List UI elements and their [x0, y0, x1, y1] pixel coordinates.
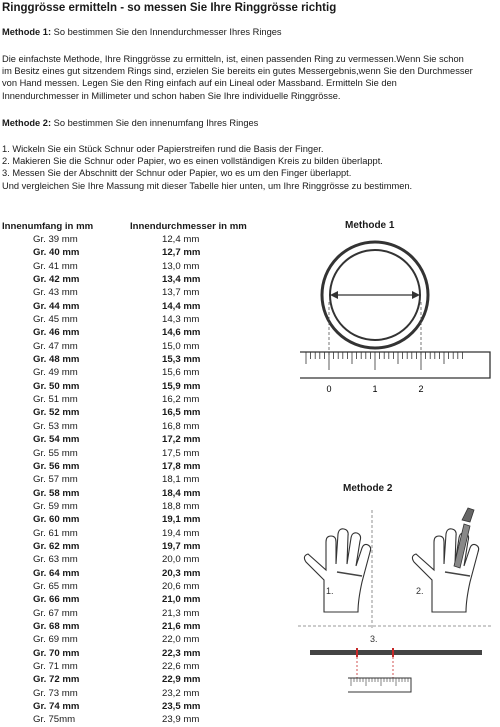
- table-row: [2, 687, 260, 700]
- method2-steps: [2, 143, 496, 192]
- header-innenumfang: Innenumfang in mm: [2, 221, 94, 232]
- table-row: [2, 406, 260, 419]
- step-label-1: 1.: [326, 586, 334, 596]
- cell-innenumfang: Gr. 65 mm: [33, 580, 78, 592]
- table-row: [2, 593, 260, 606]
- table-row: [2, 527, 260, 540]
- cell-innenumfang: Gr. 54 mm: [33, 434, 80, 446]
- cell-innenumfang: Gr. 60 mm: [33, 514, 80, 526]
- cell-innendurchmesser: 15,0 mm: [162, 340, 200, 352]
- table-row: [2, 607, 260, 620]
- table-row: [2, 633, 260, 646]
- cell-innendurchmesser: 20,0 mm: [162, 554, 200, 566]
- table-row: [2, 233, 260, 246]
- cell-innenumfang: Gr. 44 mm: [33, 300, 80, 312]
- table-body: [2, 233, 260, 727]
- small-ruler-ticks: [351, 678, 408, 686]
- cell-innenumfang: Gr. 51 mm: [33, 394, 78, 406]
- cell-innendurchmesser: 17,8 mm: [162, 460, 201, 472]
- cell-innenumfang: Gr. 59 mm: [33, 500, 78, 512]
- cell-innendurchmesser: 22,0 mm: [162, 634, 200, 646]
- cell-innendurchmesser: 17,2 mm: [162, 434, 201, 446]
- table-row: [2, 273, 260, 286]
- cell-innenumfang: Gr. 43 mm: [33, 287, 78, 299]
- marker-right: [392, 648, 394, 657]
- table-row: [2, 420, 260, 433]
- cell-innenumfang: Gr. 75mm: [33, 714, 76, 726]
- method1-heading: So bestimmen Sie den Innendurchmesser Ihres Ringes: [51, 27, 282, 37]
- table-row: [2, 340, 260, 353]
- table-row: [2, 393, 260, 406]
- method1-label: Methode 1:: [2, 27, 52, 37]
- cell-innendurchmesser: 15,9 mm: [162, 380, 201, 392]
- ruler-outline: [300, 352, 490, 378]
- cell-innenumfang: Gr. 68 mm: [33, 620, 80, 632]
- cell-innenumfang: Gr. 49 mm: [33, 367, 78, 379]
- cell-innenumfang: Gr. 70 mm: [33, 647, 80, 659]
- table-row: [2, 326, 260, 339]
- header-innendurchmesser: Innendurchmesser in mm: [130, 221, 247, 232]
- table-row: [2, 647, 260, 660]
- table-row: [2, 500, 260, 513]
- cell-innendurchmesser: 21,0 mm: [162, 594, 201, 606]
- table-row: [2, 300, 260, 313]
- cell-innendurchmesser: 23,9 mm: [162, 714, 200, 726]
- cell-innenumfang: Gr. 72 mm: [33, 674, 80, 686]
- cell-innendurchmesser: 15,6 mm: [162, 367, 200, 379]
- cell-innenumfang: Gr. 66 mm: [33, 594, 80, 606]
- cell-innendurchmesser: 14,6 mm: [162, 327, 201, 339]
- cell-innenumfang: Gr. 46 mm: [33, 327, 80, 339]
- string-strip: [310, 650, 482, 655]
- cell-innendurchmesser: 19,1 mm: [162, 514, 201, 526]
- cell-innendurchmesser: 16,2 mm: [162, 394, 200, 406]
- ruler-ticks: [306, 352, 462, 370]
- cell-innendurchmesser: 20,6 mm: [162, 580, 200, 592]
- cell-innenumfang: Gr. 55 mm: [33, 447, 78, 459]
- cell-innenumfang: Gr. 69 mm: [33, 634, 78, 646]
- page-title: Ringgrösse ermitteln - so messen Sie Ihre Ringgrösse richtig: [2, 2, 337, 14]
- table-row: [2, 353, 260, 366]
- cell-innenumfang: Gr. 39 mm: [33, 234, 78, 245]
- arrow-right-icon: [412, 291, 420, 299]
- cell-innenumfang: Gr. 62 mm: [33, 540, 80, 552]
- method2-step: 3. Messen Sie der Abschnitt der Schnur oder Papier, wo es um den Finger überlappt.: [2, 168, 352, 179]
- figure1-label: Methode 1: [345, 220, 395, 231]
- cell-innenumfang: Gr. 56 mm: [33, 460, 80, 472]
- cell-innendurchmesser: 13,0 mm: [162, 260, 200, 272]
- cell-innenumfang: Gr. 67 mm: [33, 607, 78, 619]
- table-row: [2, 513, 260, 526]
- cell-innendurchmesser: 21,6 mm: [162, 620, 201, 632]
- arrow-left-icon: [330, 291, 338, 299]
- cell-innenumfang: Gr. 50 mm: [33, 380, 80, 392]
- method2-step: Und vergleichen Sie Ihre Massung mit dieser Tabelle hier unten, um Ihre Ringgrösse zu bestimmen.: [2, 180, 413, 191]
- ruler-label-0: 0: [326, 384, 332, 394]
- table-row: [2, 366, 260, 379]
- table-row: [2, 260, 260, 273]
- cell-innenumfang: Gr. 40 mm: [33, 247, 80, 259]
- ruler-label-1: 1: [372, 384, 378, 394]
- table-row: [2, 313, 260, 326]
- step-label-2: 2.: [416, 586, 424, 596]
- method2-step: 1. Wickeln Sie ein Stück Schnur oder Papierstreifen rund die Basis der Finger.: [2, 144, 324, 154]
- table-row: [2, 433, 260, 446]
- cell-innendurchmesser: 22,3 mm: [162, 647, 201, 659]
- hand-right-icon: [412, 529, 478, 612]
- cell-innenumfang: Gr. 45 mm: [33, 314, 78, 326]
- hand-left-icon: [304, 529, 370, 612]
- cell-innendurchmesser: 22,9 mm: [162, 674, 201, 686]
- table-row: [2, 673, 260, 686]
- cell-innendurchmesser: 12,4 mm: [162, 234, 200, 245]
- cell-innendurchmesser: 23,2 mm: [162, 687, 200, 699]
- cell-innenumfang: Gr. 74 mm: [33, 701, 80, 713]
- cell-innendurchmesser: 19,7 mm: [162, 540, 201, 552]
- cell-innendurchmesser: 16,8 mm: [162, 420, 200, 432]
- cell-innendurchmesser: 12,7 mm: [162, 247, 201, 259]
- method2-label: Methode 2:: [2, 118, 52, 128]
- table-row: [2, 567, 260, 580]
- cell-innendurchmesser: 22,6 mm: [162, 661, 200, 672]
- cell-innenumfang: Gr. 47 mm: [33, 340, 78, 352]
- table-row: [2, 553, 260, 566]
- table-row: [2, 380, 260, 393]
- method2-intro: [2, 117, 496, 129]
- cell-innendurchmesser: 13,4 mm: [162, 274, 201, 286]
- cell-innenumfang: Gr. 53 mm: [33, 420, 78, 432]
- cell-innenumfang: Gr. 71 mm: [33, 661, 78, 672]
- table-row: [2, 246, 260, 259]
- cell-innenumfang: Gr. 58 mm: [33, 487, 80, 499]
- table-row: [2, 700, 260, 713]
- method1-intro: [2, 26, 496, 38]
- cell-innendurchmesser: 18,8 mm: [162, 500, 200, 512]
- cell-innendurchmesser: 17,5 mm: [162, 447, 200, 459]
- cell-innendurchmesser: 20,3 mm: [162, 567, 201, 579]
- method1-body: [2, 53, 496, 102]
- cell-innendurchmesser: 15,3 mm: [162, 354, 201, 366]
- marker-left: [356, 648, 358, 657]
- table-row: [2, 660, 260, 673]
- string-method-figure: [296, 500, 496, 710]
- table-row: [2, 460, 260, 473]
- table-header: [2, 221, 260, 233]
- cell-innendurchmesser: 18,1 mm: [162, 474, 200, 486]
- cell-innenumfang: Gr. 41 mm: [33, 260, 78, 272]
- table-row: [2, 487, 260, 500]
- cell-innendurchmesser: 14,4 mm: [162, 300, 201, 312]
- ring-ruler-figure: [296, 232, 496, 422]
- cell-innenumfang: Gr. 48 mm: [33, 354, 80, 366]
- ring-size-table: [2, 221, 260, 727]
- cell-innenumfang: Gr. 42 mm: [33, 274, 80, 286]
- table-row: [2, 713, 260, 726]
- method1-body-line: von Hand messen. Legen Sie den Ring einfach auf ein Lineal oder Massband. Ermitteln Sie den: [2, 78, 397, 89]
- cell-innendurchmesser: 18,4 mm: [162, 487, 201, 499]
- cell-innenumfang: Gr. 52 mm: [33, 407, 80, 419]
- method1-body-line: im Besitz eines gut sitzendem Rings sind, erzielen Sie bereits ein gutes Messergebnis,wenn Sie den Durchmesser: [2, 66, 473, 77]
- table-row: [2, 580, 260, 593]
- cell-innendurchmesser: 19,4 mm: [162, 527, 200, 539]
- cell-innenumfang: Gr. 64 mm: [33, 567, 80, 579]
- method1-body-line: Innendurchmesser in Millimeter und schon haben Sie Ihre individuelle Ringgrösse.: [2, 90, 341, 101]
- cell-innenumfang: Gr. 57 mm: [33, 474, 78, 486]
- cell-innenumfang: Gr. 61 mm: [33, 527, 78, 539]
- cell-innendurchmesser: 23,5 mm: [162, 701, 201, 713]
- cell-innenumfang: Gr. 63 mm: [33, 554, 78, 566]
- table-row: [2, 473, 260, 486]
- figure2-label: Methode 2: [343, 483, 393, 494]
- method2-heading: So bestimmen Sie den innenumfang Ihres Ringes: [51, 118, 259, 128]
- cell-innendurchmesser: 16,5 mm: [162, 407, 201, 419]
- step-label-3: 3.: [370, 634, 378, 644]
- method2-step: 2. Makieren Sie die Schnur oder Papier, wo es einen vollständigen Kreis zu bilden überlappt.: [2, 156, 383, 167]
- cell-innenumfang: Gr. 73 mm: [33, 687, 78, 699]
- ruler-label-2: 2: [418, 384, 424, 394]
- cell-innendurchmesser: 13,7 mm: [162, 287, 200, 299]
- small-ruler-outline: [348, 678, 411, 692]
- table-row: [2, 447, 260, 460]
- table-row: [2, 286, 260, 299]
- table-row: [2, 540, 260, 553]
- method1-body-line: Die einfachste Methode, Ihre Ringgrösse zu ermitteln, ist, einen passenden Ring zu vermessen.Wenn Sie schon: [2, 54, 464, 64]
- cell-innendurchmesser: 21,3 mm: [162, 607, 200, 619]
- cell-innendurchmesser: 14,3 mm: [162, 314, 200, 326]
- table-row: [2, 620, 260, 633]
